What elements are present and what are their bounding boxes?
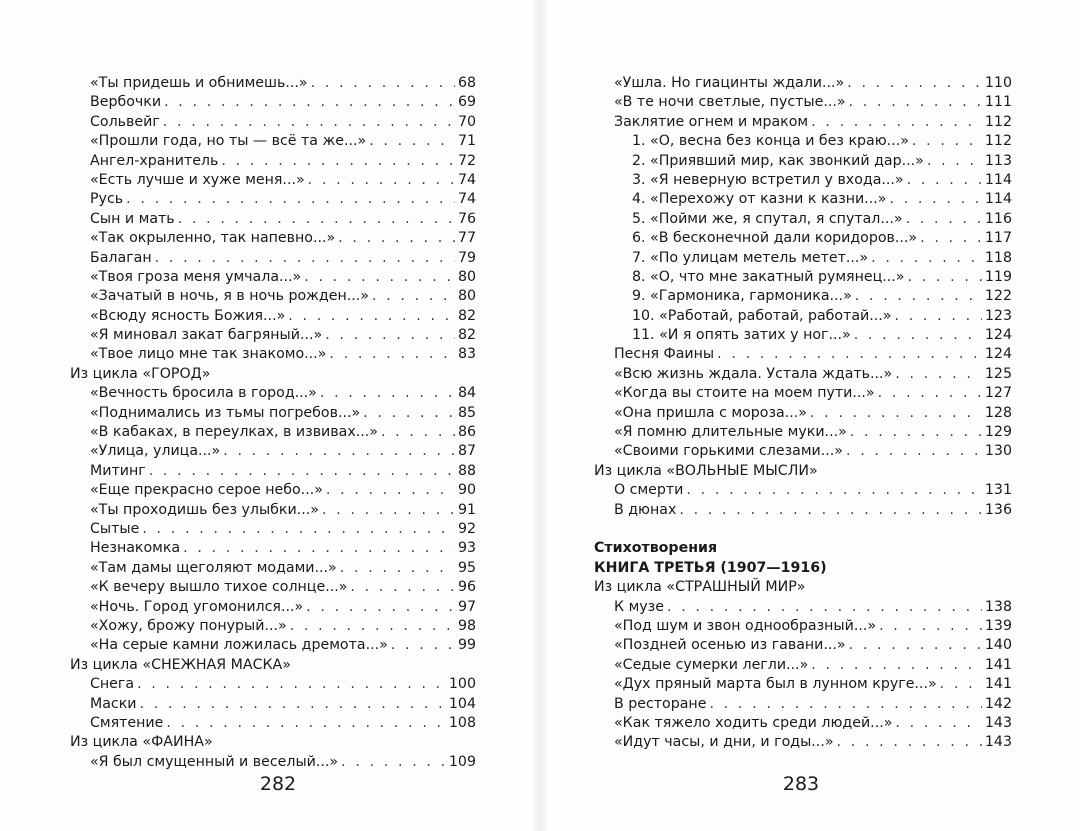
toc-entry-page: 100 xyxy=(448,676,476,693)
dot-leader xyxy=(854,326,982,345)
toc-entry xyxy=(594,384,1012,403)
toc-entry-page: 122 xyxy=(984,288,1012,305)
toc-entry-page: 80 xyxy=(457,288,476,305)
toc-entry-page: 116 xyxy=(984,210,1012,227)
toc-entry xyxy=(594,152,1012,171)
dot-leader xyxy=(322,501,455,520)
toc-entry-title: В дюнах xyxy=(614,501,677,518)
toc-entry xyxy=(594,74,1012,93)
toc-entry xyxy=(70,753,476,772)
toc-entry-page: 84 xyxy=(457,385,476,402)
toc-entry-title: «Хожу, брожу понурый...» xyxy=(90,617,287,634)
toc-entry-title: Русь xyxy=(90,191,124,208)
toc-entry-page: 108 xyxy=(448,714,476,731)
toc-entry xyxy=(70,598,476,617)
dot-leader xyxy=(871,249,982,268)
toc-entry xyxy=(594,714,1012,733)
toc-entry xyxy=(594,249,1012,268)
toc-entry-title: «Зачатый в ночь, я в ночь рожден...» xyxy=(90,288,369,305)
toc-cycle-heading xyxy=(594,462,1012,481)
dot-leader xyxy=(326,481,455,500)
toc-entry-title: Смятение xyxy=(90,714,164,731)
section-title: Стихотворения xyxy=(594,540,718,557)
toc-entry-page: 93 xyxy=(457,540,476,557)
dot-leader xyxy=(155,249,455,268)
toc-entry-page: 77 xyxy=(457,230,476,247)
toc-entry-page: 136 xyxy=(984,501,1012,518)
toc-entry-page: 141 xyxy=(984,656,1012,673)
toc-entry xyxy=(70,481,476,500)
toc-entry-title: Песня Фаины xyxy=(614,346,715,363)
toc-entry-title: «Еще прекрасно серое небо...» xyxy=(90,482,323,499)
toc-entry-title: «Так окрыленно, так напевно...» xyxy=(90,230,336,247)
toc-entry-title: В ресторане xyxy=(614,695,707,712)
toc-entry-title: Снега xyxy=(90,676,135,693)
toc-entry-title: Из цикла «ВОЛЬНЫЕ МЫСЛИ» xyxy=(594,462,818,479)
dot-leader xyxy=(849,93,982,112)
toc-entry-title: «Седые сумерки легли...» xyxy=(614,656,809,673)
dot-leader xyxy=(940,675,982,694)
toc-entry xyxy=(70,190,476,209)
right-page xyxy=(540,0,1080,831)
toc-entry-title: Ангел-хранитель xyxy=(90,152,219,169)
dot-leader xyxy=(140,695,446,714)
dot-leader xyxy=(338,229,455,248)
dot-leader xyxy=(137,675,446,694)
toc-entry xyxy=(70,462,476,481)
toc-entry xyxy=(594,733,1012,752)
dot-leader xyxy=(709,695,981,714)
toc-entry-title: 6. «В бесконечной дали коридоров...» xyxy=(632,230,918,247)
toc-entry-page: 88 xyxy=(457,462,476,479)
toc-entry-page: 123 xyxy=(984,307,1012,324)
toc-entry-page: 118 xyxy=(984,249,1012,266)
toc-entry-title: Из цикла «СНЕЖНАЯ МАСКА» xyxy=(70,656,291,673)
toc-entry-title: 4. «Перехожу от казни к казни...» xyxy=(632,191,887,208)
dot-leader xyxy=(325,326,455,345)
toc-entry xyxy=(70,74,476,93)
toc-entry-page: 104 xyxy=(448,695,476,712)
toc-entry-page: 98 xyxy=(457,617,476,634)
toc-entry xyxy=(594,365,1012,384)
dot-leader xyxy=(363,404,455,423)
dot-leader xyxy=(341,753,446,772)
toc-entry-title: «Я был смущенный и веселый...» xyxy=(90,753,339,770)
toc-entry-page: 112 xyxy=(984,133,1012,150)
toc-entry-title: К музе xyxy=(614,598,664,615)
table-of-contents-left xyxy=(70,74,476,772)
dot-leader xyxy=(717,345,982,364)
toc-entry-title: «К вечеру вышло тихое солнце...» xyxy=(90,579,348,596)
toc-entry-page: 99 xyxy=(457,637,476,654)
toc-entry-page: 69 xyxy=(457,94,476,111)
toc-entry-title: «Поднимались из тьмы погребов...» xyxy=(90,404,361,421)
dot-leader xyxy=(381,423,455,442)
toc-entry xyxy=(70,152,476,171)
toc-entry-title: «Под шум и звон однообразный...» xyxy=(614,617,877,634)
toc-entry xyxy=(594,501,1012,520)
toc-entry-page: 96 xyxy=(457,579,476,596)
toc-entry xyxy=(70,268,476,287)
page-number-right: 283 xyxy=(782,773,820,795)
toc-entry-page: 130 xyxy=(984,443,1012,460)
toc-entry xyxy=(70,442,476,461)
dot-leader xyxy=(288,307,455,326)
toc-entry xyxy=(70,326,476,345)
toc-group-top xyxy=(594,74,1012,520)
toc-entry-title: «Я помню длительные муки...» xyxy=(614,424,847,441)
toc-entry-title: «Всю жизнь ждала. Устала ждать...» xyxy=(614,365,893,382)
toc-entry-page: 83 xyxy=(457,346,476,363)
dot-leader xyxy=(894,307,981,326)
toc-entry xyxy=(594,113,1012,132)
toc-entry xyxy=(70,539,476,558)
toc-entry xyxy=(70,636,476,655)
toc-entry xyxy=(594,423,1012,442)
toc-entry-page: 129 xyxy=(984,424,1012,441)
dot-leader xyxy=(164,93,455,112)
toc-entry-title: «Ты придешь и обнимешь...» xyxy=(90,75,308,91)
toc-cycle-heading xyxy=(70,733,476,752)
toc-entry xyxy=(594,229,1012,248)
toc-entry xyxy=(594,636,1012,655)
dot-leader xyxy=(846,442,982,461)
dot-leader xyxy=(308,171,455,190)
dot-leader xyxy=(166,714,446,733)
toc-entry-page: 119 xyxy=(984,268,1012,285)
dot-leader xyxy=(290,617,455,636)
dot-leader xyxy=(850,423,982,442)
toc-entry-title: «Как тяжело ходить среди людей...» xyxy=(614,714,893,731)
toc-entry xyxy=(594,675,1012,694)
toc-entry-title: «Ночь. Город угомонился...» xyxy=(90,598,304,615)
toc-entry-page: 127 xyxy=(984,385,1012,402)
toc-entry-page: 80 xyxy=(457,268,476,285)
toc-entry-page: 74 xyxy=(457,191,476,208)
book-title: КНИГА ТРЕТЬЯ (1907—1916) xyxy=(594,559,827,576)
toc-entry xyxy=(70,520,476,539)
toc-entry xyxy=(594,171,1012,190)
toc-entry xyxy=(70,345,476,364)
toc-entry xyxy=(70,287,476,306)
page-number-left: 282 xyxy=(259,773,297,795)
dot-leader xyxy=(221,152,455,171)
toc-entry xyxy=(594,345,1012,364)
dot-leader xyxy=(667,598,982,617)
toc-entry-title: «На серые камни ложилась дремота...» xyxy=(90,637,388,654)
toc-entry-title: 7. «По улицам метель метет...» xyxy=(632,249,869,266)
dot-leader xyxy=(372,287,455,306)
toc-entry-page: 114 xyxy=(984,191,1012,208)
dot-leader xyxy=(906,210,982,229)
section-gap xyxy=(594,520,1012,539)
toc-entry xyxy=(70,210,476,229)
toc-entry-page: 142 xyxy=(984,695,1012,712)
toc-entry-title: 1. «О, весна без конца и без краю...» xyxy=(632,133,909,150)
toc-entry-title: «В кабаках, в переулках, в извивах...» xyxy=(90,424,378,441)
toc-group-bottom xyxy=(594,578,1012,753)
toc-entry-title: «Ты проходишь без улыбки...» xyxy=(90,501,319,518)
dot-leader xyxy=(340,559,455,578)
dot-leader xyxy=(304,268,455,287)
dot-leader xyxy=(907,268,981,287)
dot-leader xyxy=(142,520,455,539)
dot-leader xyxy=(350,578,455,597)
toc-entry-title: «Дух пряный марта был в лунном круге...» xyxy=(614,676,937,693)
toc-entry xyxy=(594,268,1012,287)
toc-cycle-heading xyxy=(70,656,476,675)
toc-entry-page: 82 xyxy=(457,327,476,344)
toc-entry-page: 74 xyxy=(457,171,476,188)
toc-entry xyxy=(594,442,1012,461)
toc-entry-title: Сын и мать xyxy=(90,210,175,227)
toc-entry-page: 86 xyxy=(457,424,476,441)
toc-entry-title: «Поздней осенью из гавани...» xyxy=(614,637,846,654)
dot-leader xyxy=(223,442,455,461)
toc-entry-title: «Там дамы щеголяют модами...» xyxy=(90,559,337,576)
toc-entry xyxy=(594,93,1012,112)
toc-entry-page: 82 xyxy=(457,307,476,324)
toc-cycle-heading xyxy=(594,578,1012,597)
toc-entry-page: 124 xyxy=(984,346,1012,363)
toc-entry-title: «Есть лучше и хуже меня...» xyxy=(90,171,305,188)
toc-entry xyxy=(70,695,476,714)
toc-entry xyxy=(594,598,1012,617)
toc-entry-title: «Твоя гроза меня умчала...» xyxy=(90,268,302,285)
toc-entry-title: 9. «Гармоника, гармоника...» xyxy=(632,288,852,305)
toc-entry-title: «Идут часы, и дни, и годы...» xyxy=(614,734,834,751)
toc-entry-title: «В те ночи светлые, пустые...» xyxy=(614,94,846,111)
toc-entry-page: 141 xyxy=(984,676,1012,693)
toc-entry-title: Заклятие огнем и мраком xyxy=(614,113,809,130)
dot-leader xyxy=(679,501,982,520)
toc-entry xyxy=(70,249,476,268)
table-of-contents-right xyxy=(594,74,1012,753)
toc-entry xyxy=(70,501,476,520)
dot-leader xyxy=(920,229,982,248)
toc-entry-page: 70 xyxy=(457,113,476,130)
dot-leader xyxy=(847,74,982,93)
dot-leader xyxy=(907,171,982,190)
toc-entry-page: 79 xyxy=(457,249,476,266)
toc-entry-title: Из цикла «СТРАШНЫЙ МИР» xyxy=(594,579,806,596)
toc-entry-page: 92 xyxy=(457,520,476,537)
toc-entry-title: «Твое лицо мне так знакомо...» xyxy=(90,346,327,363)
dot-leader xyxy=(391,636,455,655)
toc-entry xyxy=(70,404,476,423)
toc-entry-title: Митинг xyxy=(90,462,146,479)
toc-entry-page: 91 xyxy=(457,501,476,518)
toc-entry-title: Вербочки xyxy=(90,94,162,111)
toc-entry-page: 68 xyxy=(457,75,476,91)
dot-leader xyxy=(912,132,982,151)
toc-entry-title: Сольвейг xyxy=(90,113,160,130)
toc-entry-title: «Она пришла с мороза...» xyxy=(614,404,807,421)
dot-leader xyxy=(320,384,455,403)
toc-entry-page: 124 xyxy=(984,327,1012,344)
toc-entry-page: 72 xyxy=(457,152,476,169)
toc-entry xyxy=(594,481,1012,500)
toc-entry-title: «Я миновал закат багряный...» xyxy=(90,327,323,344)
toc-entry-page: 71 xyxy=(457,133,476,150)
dot-leader xyxy=(811,113,982,132)
dot-leader xyxy=(889,190,981,209)
toc-entry-title: «Всюду ясность Божия...» xyxy=(90,307,286,324)
toc-entry-page: 117 xyxy=(984,230,1012,247)
toc-entry xyxy=(70,675,476,694)
toc-entry xyxy=(70,93,476,112)
dot-leader xyxy=(878,384,982,403)
dot-leader xyxy=(855,287,982,306)
toc-entry xyxy=(70,617,476,636)
dot-leader xyxy=(178,210,455,229)
toc-entry xyxy=(594,404,1012,423)
dot-leader xyxy=(895,714,982,733)
toc-entry-page: 140 xyxy=(984,637,1012,654)
toc-entry-page: 113 xyxy=(984,152,1012,169)
toc-entry-title: «Прошли года, но ты — всё та же...» xyxy=(90,133,367,150)
toc-entry xyxy=(594,190,1012,209)
toc-entry-page: 125 xyxy=(984,365,1012,382)
dot-leader xyxy=(183,539,455,558)
dot-leader xyxy=(686,481,982,500)
toc-entry-page: 143 xyxy=(984,734,1012,751)
toc-entry-title: 5. «Пойми же, я спутал, я спутал...» xyxy=(632,210,903,227)
dot-leader xyxy=(927,152,982,171)
toc-entry xyxy=(70,423,476,442)
toc-entry-title: «Своими горькими слезами...» xyxy=(614,443,843,460)
toc-entry-title: «Улица, улица...» xyxy=(90,443,221,460)
dot-leader xyxy=(306,598,455,617)
toc-entry-page: 110 xyxy=(984,75,1012,91)
toc-entry xyxy=(594,210,1012,229)
toc-entry-title: 3. «Я неверную встретил у входа...» xyxy=(632,171,904,188)
dot-leader xyxy=(126,190,455,209)
toc-entry-title: 10. «Работай, работай, работай...» xyxy=(632,307,892,324)
toc-entry-page: 97 xyxy=(457,598,476,615)
dot-leader xyxy=(879,617,982,636)
toc-entry-page: 143 xyxy=(984,714,1012,731)
toc-entry-page: 76 xyxy=(457,210,476,227)
toc-entry-page: 114 xyxy=(984,171,1012,188)
toc-entry xyxy=(70,307,476,326)
toc-entry-title: 8. «О, что мне закатный румянец...» xyxy=(632,268,905,285)
toc-entry xyxy=(70,559,476,578)
toc-entry-title: Незнакомка xyxy=(90,540,181,557)
toc-entry xyxy=(70,171,476,190)
toc-entry xyxy=(594,307,1012,326)
toc-entry-title: О смерти xyxy=(614,482,684,499)
toc-entry-title: «Когда вы стоите на моем пути...» xyxy=(614,385,875,402)
toc-entry-title: Маски xyxy=(90,695,137,712)
toc-entry-page: 111 xyxy=(984,94,1012,111)
dot-leader xyxy=(149,462,455,481)
toc-entry xyxy=(70,113,476,132)
toc-entry-page: 95 xyxy=(457,559,476,576)
toc-entry-page: 109 xyxy=(448,753,476,770)
toc-entry-page: 85 xyxy=(457,404,476,421)
toc-entry xyxy=(70,714,476,733)
toc-entry-page: 131 xyxy=(984,482,1012,499)
toc-entry-title: Сытые xyxy=(90,520,140,537)
toc-entry-title: Из цикла «ГОРОД» xyxy=(70,365,211,382)
toc-entry-page: 128 xyxy=(984,404,1012,421)
toc-entry xyxy=(70,132,476,151)
toc-entry-page: 90 xyxy=(457,482,476,499)
dot-leader xyxy=(810,404,982,423)
toc-entry-title: 2. «Приявший мир, как звонкий дар...» xyxy=(632,152,924,169)
toc-entry-title: Из цикла «ФАИНА» xyxy=(70,734,213,751)
toc-entry-page: 112 xyxy=(984,113,1012,130)
toc-entry xyxy=(70,384,476,403)
dot-leader xyxy=(811,656,982,675)
toc-entry-page: 138 xyxy=(984,598,1012,615)
toc-entry xyxy=(594,617,1012,636)
toc-entry-title: Балаган xyxy=(90,249,152,266)
dot-leader xyxy=(849,636,982,655)
toc-entry xyxy=(594,132,1012,151)
toc-entry-title: «Вечность бросила в город...» xyxy=(90,385,317,402)
toc-entry xyxy=(70,229,476,248)
dot-leader xyxy=(163,113,455,132)
dot-leader xyxy=(329,345,455,364)
toc-entry-page: 139 xyxy=(984,617,1012,634)
toc-entry xyxy=(594,695,1012,714)
toc-entry-title: 11. «И я опять затих у ног...» xyxy=(632,327,851,344)
toc-cycle-heading xyxy=(70,365,476,384)
dot-leader xyxy=(369,132,455,151)
dot-leader xyxy=(837,733,982,752)
toc-entry-title: «Ушла. Но гиацинты ждали...» xyxy=(614,75,845,91)
toc-entry xyxy=(70,578,476,597)
dot-leader xyxy=(895,365,982,384)
toc-entry xyxy=(594,326,1012,345)
toc-entry xyxy=(594,287,1012,306)
toc-entry-page: 87 xyxy=(457,443,476,460)
dot-leader xyxy=(311,74,455,93)
toc-entry xyxy=(594,656,1012,675)
